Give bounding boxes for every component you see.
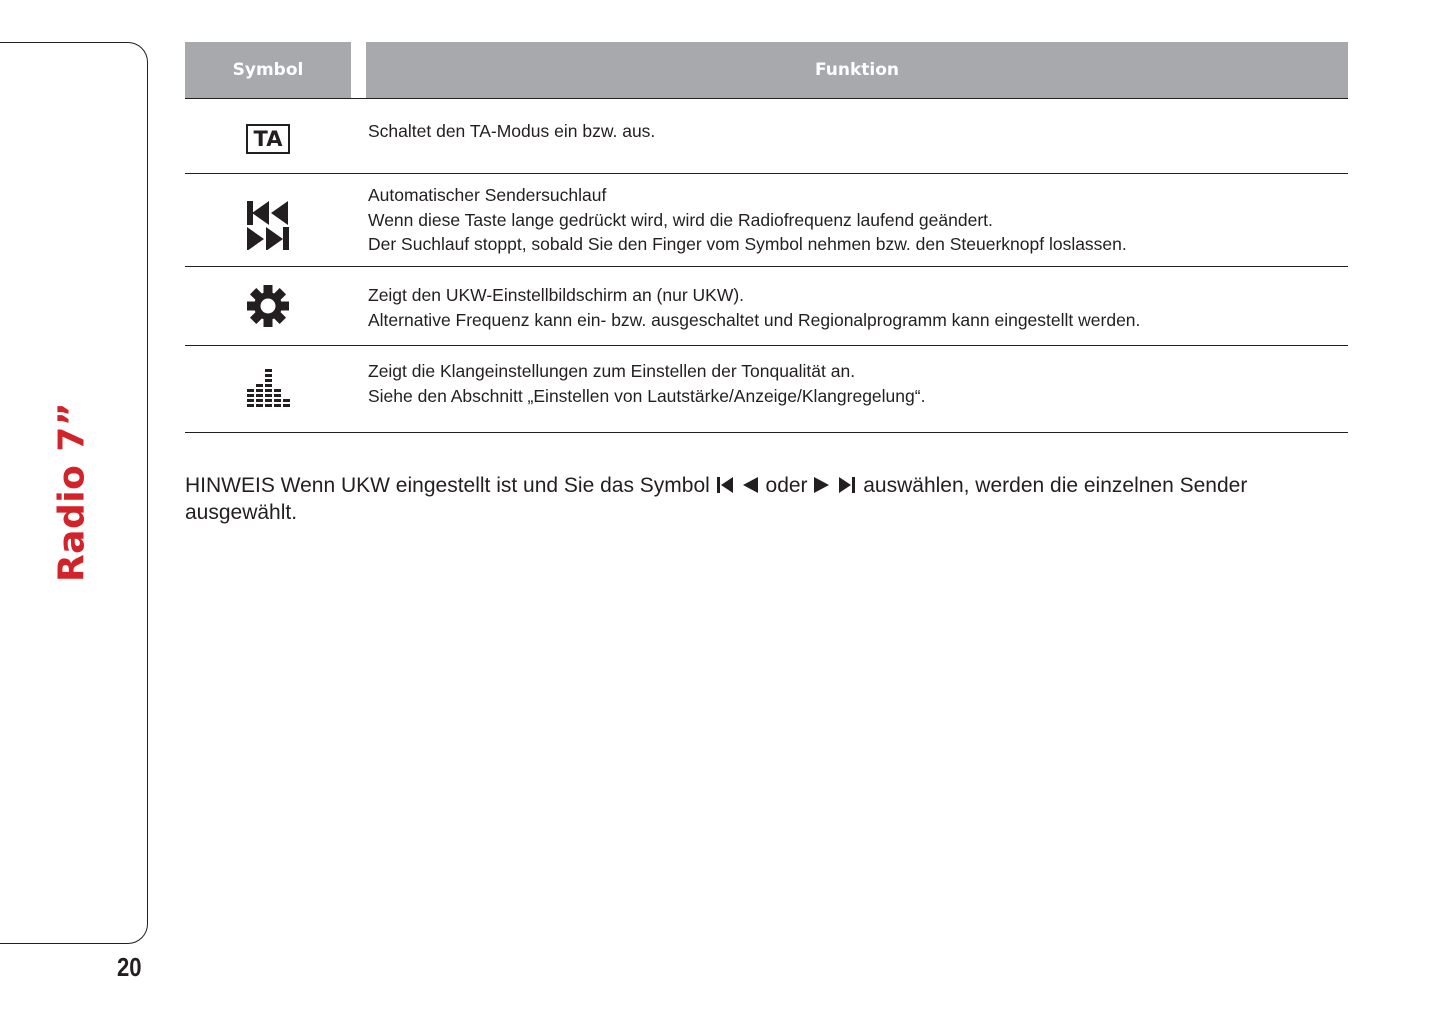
function-text: Schaltet den TA-Modus ein bzw. aus. (368, 121, 656, 141)
function-cell (351, 99, 655, 173)
seek-back-triangle-2 (271, 201, 288, 225)
header-symbol: Symbol (185, 42, 351, 98)
gear-tooth (247, 302, 256, 311)
table-row (185, 174, 1348, 267)
note-text: HINWEIS Wenn UKW eingestellt ist und Sie das Symbol (185, 474, 710, 497)
gear-tooth (264, 318, 273, 327)
function-text: Der Suchlauf stoppt, sobald Sie den Finger vom Symbol nehmen bzw. den Steuerknopf loslassen. (368, 234, 1127, 254)
header-function: Funktion (366, 42, 1348, 98)
function-text: Siehe den Abschnitt „Einstellen von Lautstärke/Anzeige/Klangregelung“. (368, 385, 926, 406)
table-header (185, 42, 1348, 99)
function-text: Alternative Frequenz kann ein- bzw. ausgeschaltet und Regionalprogramm kann eingestellt werden. (368, 309, 1141, 330)
note-text: auswählen, werden die einzelnen Sender (863, 474, 1248, 497)
gear-icon (246, 284, 290, 328)
table-row (185, 346, 1348, 433)
function-cell (351, 267, 1140, 345)
gear-hole (261, 299, 276, 314)
section-title: Radio 7” (51, 401, 93, 583)
table-row (185, 267, 1348, 346)
seek-forward-triangle-1 (247, 227, 264, 250)
seek-forward-icon (813, 476, 857, 494)
function-text: Zeigt die Klangeinstellungen zum Einstellen der Tonqualität an. (368, 361, 856, 381)
equalizer-icon (245, 369, 291, 409)
symbol-cell (185, 99, 351, 173)
gear-tooth (280, 302, 289, 311)
table-row (185, 99, 1348, 174)
seek-back-icon (716, 476, 760, 494)
seek-back-triangle-1 (252, 201, 269, 225)
seek-forward-triangle-2 (266, 227, 283, 250)
symbol-cell (185, 174, 351, 266)
symbol-cell (185, 267, 351, 345)
function-text: Automatischer Sendersuchlauf (368, 185, 607, 205)
function-text: Wenn diese Taste lange gedrückt wird, wird die Radiofrequenz laufend geändert. (368, 209, 993, 230)
ta-mode-icon: TA (246, 124, 290, 154)
gear-tooth (264, 285, 273, 294)
note-paragraph (185, 472, 1285, 526)
note-text: oder (765, 474, 808, 497)
symbol-cell (185, 346, 351, 432)
seek-forward-bar (283, 227, 289, 250)
seek-icon (245, 190, 291, 250)
symbol-table (185, 42, 1348, 433)
page-number: 20 (117, 952, 142, 982)
function-cell (351, 174, 1127, 266)
function-cell (351, 346, 925, 432)
note-text: ausgewählt. (185, 501, 298, 524)
function-text: Zeigt den UKW-Einstellbildschirm an (nur UKW). (368, 285, 745, 305)
